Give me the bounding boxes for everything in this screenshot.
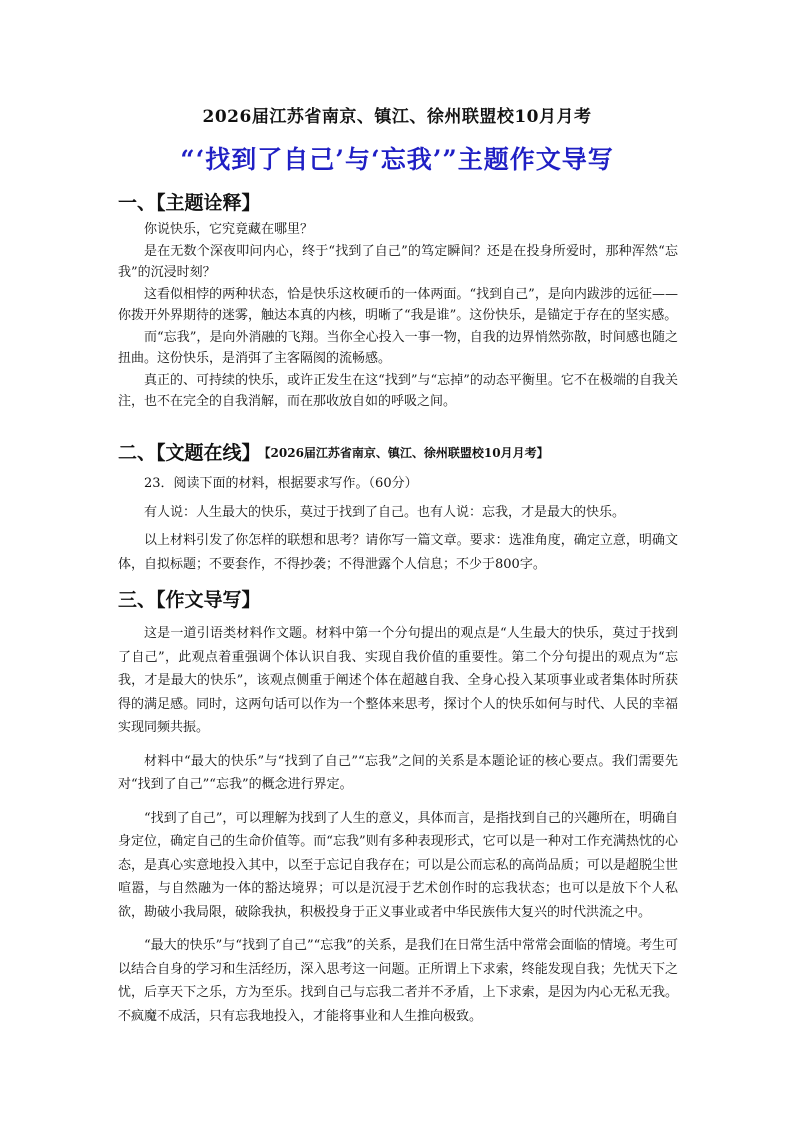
section3-paragraph: 材料中“最大的快乐”与“找到了自己”“忘我”之间的关系是本题论证的核心要点。我们需要先对“找到了自己”“忘我”的概念进行界定。: [118, 753, 678, 792]
section1-paragraph: 你说快乐，它究竟藏在哪里？: [144, 222, 314, 237]
section2-source-note: 【2026届江苏省南京、镇江、徐州联盟校10月月考】: [264, 446, 549, 460]
section3-heading: 三、【作文导写】: [118, 589, 261, 611]
section2-heading-text: 二、【文题在线】: [118, 442, 261, 464]
section3-body: [118, 622, 678, 1038]
section3-paragraph: “最大的快乐”与“找到了自己”“忘我”的关系，是我们在日常生活中常常会面临的情境。考生可以结合自身的学习和生活经历，深入思考这一问题。正所谓上下求索，终能发现自我；先忧天下之忧，后享天下之乐，方为至乐。找到自己与忘我二者并不矛盾，上下求索，是因为内心无私无我。不疯魔不成活，只有忘我地投入，才能将事业和人生推向极致。: [118, 938, 678, 1024]
section1-heading: 一、【主题诠释】: [118, 192, 261, 214]
question-number-line: 23．阅读下面的材料，根据要求写作。（60分）: [144, 476, 418, 491]
section3-paragraph: “找到了自己”，可以理解为找到了人生的意义，具体而言，是指找到自己的兴趣所在，明确自身定位，确定自己的生命价值等。而“忘我”则有多种表现形式，它可以是一种对工作充满热忱的心态，是真心实意地投入其中，以至于忘记自我存在；可以是公而忘私的高尚品质；可以是超脱尘世喧嚣，与自然融为一体的豁达境界；可以是沉浸于艺术创作时的忘我状态；也可以是放下个人私欲，勘破小我局限，破除我执，积极投身于正义事业或者中华民族伟大复兴的时代洪流之中。: [118, 810, 678, 920]
section1-body: [118, 219, 678, 413]
section1-paragraph: 而“忘我”，是向外消融的飞翔。当你全心投入一事一物，自我的边界悄然弥散，时间感也随之扭曲。这份快乐，是消弭了主客隔阂的流畅感。: [118, 329, 678, 366]
topic-title: “‘找到了自己’与‘忘我’”主题作文导写: [180, 145, 614, 174]
section1-paragraph: 是在无数个深夜叩问内心，终于“找到了自己”的笃定瞬间？还是在投身所爱时，那种浑然“忘我”的沉浸时刻？: [118, 243, 678, 280]
section2-body: [118, 472, 678, 581]
section1-paragraph: 真正的、可持续的快乐，或许正发生在这“找到”与“忘掉”的动态平衡里。它不在极端的自我关注，也不在完全的自我消解，而在那收放自如的呼吸之间。: [118, 372, 678, 409]
section3-paragraph: 这是一道引语类材料作文题。材料中第一个分句提出的观点是“人生最大的快乐，莫过于找到了自己”，此观点着重强调个体认识自我、实现自我价值的重要性。第二个分句提出的观点为“忘我，才是最大的快乐”，该观点侧重于阐述个体在超越自我、全身心投入某项事业或者集体时所获得的满足感。同时，这两句话可以作为一个整体来思考，探讨个人的快乐如何与时代、人民的幸福实现同频共振。: [118, 626, 678, 735]
writing-requirements: 以上材料引发了你怎样的联想和思考？请你写一篇文章。要求：选准角度，确定立意，明确文体，自拟标题；不要套作，不得抄袭；不得泄露个人信息；不少于800字。: [118, 533, 678, 572]
section2-heading: [118, 438, 549, 465]
material-quote: 有人说：人生最大的快乐，莫过于找到了自己。也有人说：忘我，才是最大的快乐。: [144, 504, 626, 520]
exam-title: 2026届江苏省南京、镇江、徐州联盟校10月月考: [202, 107, 592, 127]
section1-paragraph: 这看似相悖的两种状态，恰是快乐这枚硬币的一体两面。“找到自己”，是向内跋涉的远征——你拨开外界期待的迷雾，触达本真的内核，明晰了“我是谁”。这份快乐，是锚定于存在的坚实感。: [118, 286, 678, 323]
